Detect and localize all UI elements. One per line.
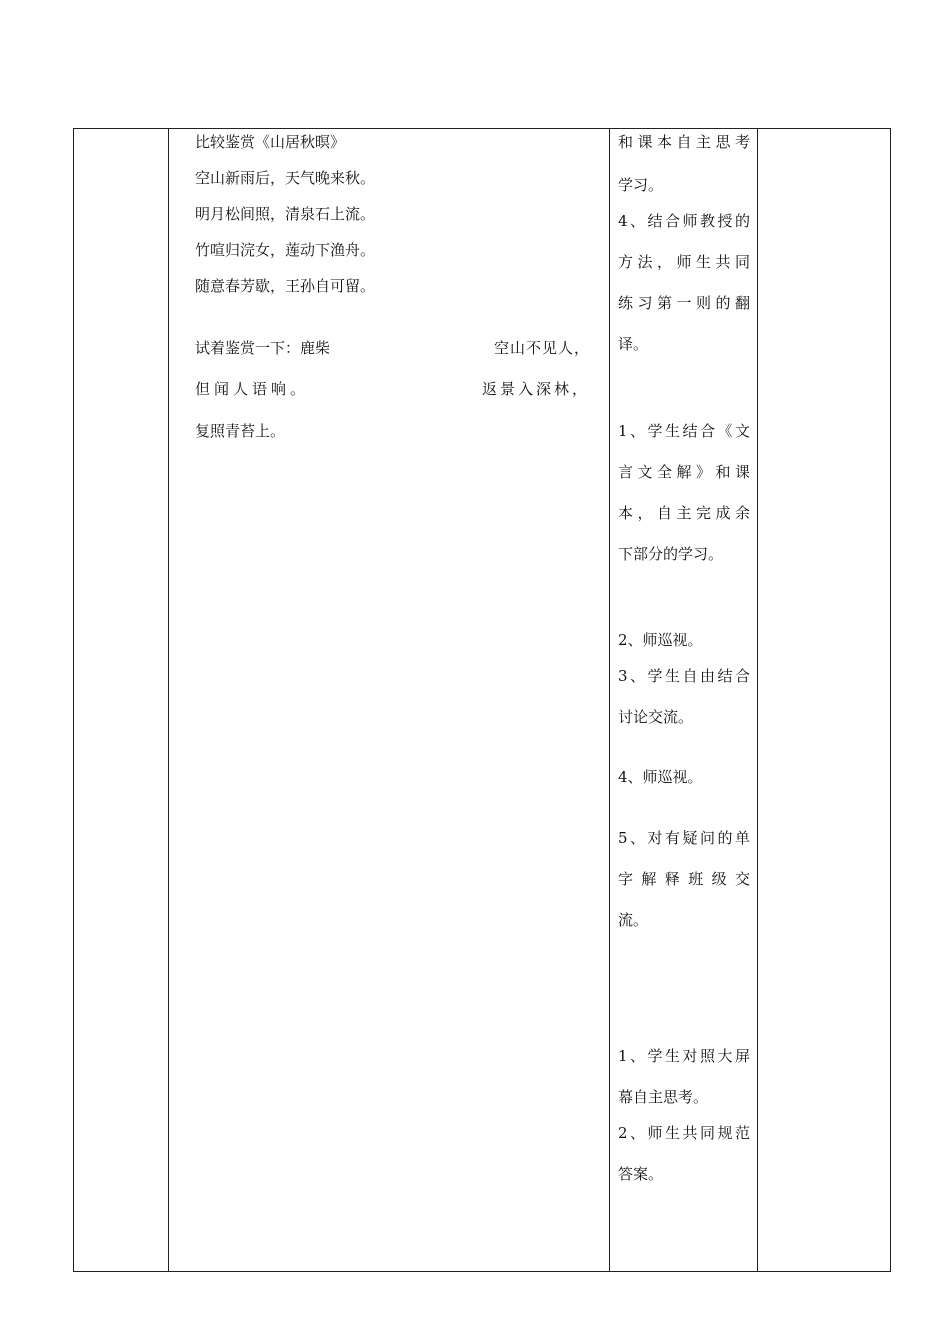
activity-text: 本，自主完成余 [618,504,750,522]
activity-text: 和课本自主思考 [618,133,750,151]
poem-line: 空山新雨后，天气晚来秋。 [195,169,376,187]
lu-zhai-line: 空山不见人， [494,339,591,357]
lu-zhai-line: 复照青苔上。 [195,422,286,440]
activity-text: 字解释班级交 [618,870,750,888]
activity-text: 方法，师生共同 [618,253,750,271]
activity-text: 答案。 [618,1165,664,1183]
activity-text: 言文全解》和课 [618,463,750,481]
activity-text: 幕自主思考。 [618,1088,709,1106]
column-divider [757,129,758,1271]
poem-line: 竹喧归浣女，莲动下渔舟。 [195,241,376,259]
lu-zhai-line: 返景入深林， [482,380,591,398]
activity-text: 1、学生结合《文 [618,422,750,440]
activity-text: 译。 [618,335,649,353]
activity-text: 3、学生自由结合 [618,667,750,685]
poem-line: 随意春芳歇，王孙自可留。 [195,277,376,295]
activity-text: 2、师巡视。 [618,631,703,649]
activity-text: 2、师生共同规范 [618,1124,750,1142]
main-content-cell [169,129,609,1271]
lesson-table [73,128,891,1272]
poem-title: 比较鉴赏《山居秋暝》 [195,133,346,151]
activity-text: 流。 [618,911,649,929]
activity-text: 下部分的学习。 [618,545,724,563]
lu-zhai-line: 但闻人语响。 [195,380,310,398]
activity-text: 4、结合师教授的 [618,212,750,230]
activity-text: 1、学生对照大屏 [618,1047,750,1065]
activity-text: 练习第一则的翻 [618,294,750,312]
activity-text: 学习。 [618,176,664,194]
poem-line: 明月松间照，清泉石上流。 [195,205,376,223]
activity-text: 5、对有疑问的单 [618,829,750,847]
activity-text: 讨论交流。 [618,708,694,726]
try-prompt: 试着鉴赏一下：鹿柴 [195,339,331,357]
activity-text: 4、师巡视。 [618,768,703,786]
activities-cell [610,129,757,1271]
